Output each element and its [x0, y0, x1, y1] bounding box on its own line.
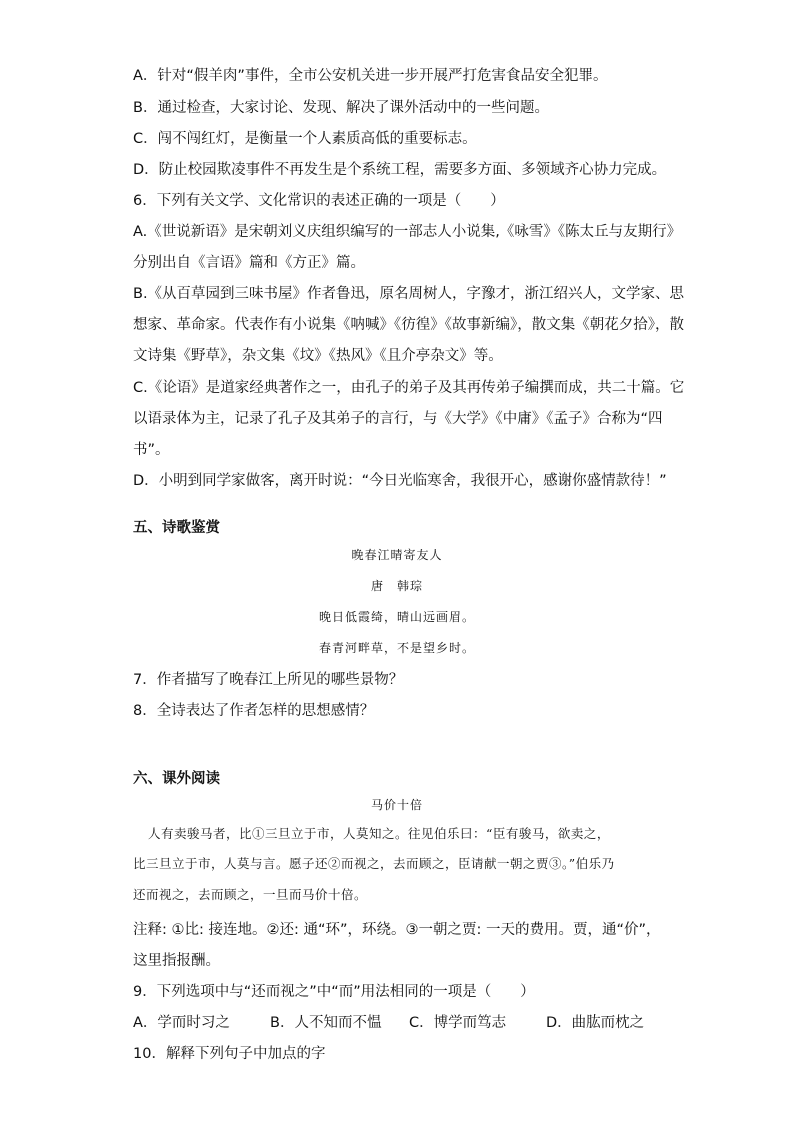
q6-option-a-line1: A.《世说新语》是宋朝刘义庆组织编写的一部志人小说集,《咏雪》《陈太丘与友期行》 [133, 224, 682, 240]
question-10: 10．解释下列句子中加点的字 [133, 1046, 326, 1062]
question-8: 8．全诗表达了作者怎样的思想感情？ [133, 703, 375, 719]
annotation-line-1: 注释: ①比: 接连地。②还: 通“环”，环绕。③一朝之贾: 一天的费用。贾，通“价”， [133, 922, 661, 938]
q6-option-c-line2: 以语录体为主，记录了孔子及其弟子的言行，与《大学》《中庸》《孟子》合称为“四 [133, 411, 663, 427]
q6-option-b-line1: B.《从百草园到三味书屋》作者鲁迅，原名周树人，字豫才，浙江绍兴人，文学家、思 [133, 286, 685, 302]
option-a-line: A．针对“假羊肉”事件，全市公安机关进一步开展严打危害食品安全犯罪。 [133, 68, 608, 84]
q9-option-d: D．曲肱而枕之 [546, 1015, 645, 1031]
q9-option-a: A．学而时习之 [133, 1015, 230, 1031]
q9-option-c: C．博学而笃志 [409, 1015, 507, 1031]
passage-line-3: 还而视之，去而顾之，一旦而马价十倍。 [133, 887, 368, 902]
q6-option-d-line: D．小明到同学家做客，离开时说：“今日光临寒舍，我很开心，感谢你盛情款待！” [133, 473, 667, 489]
passage-line-1: 人有卖骏马者，比①三旦立于市，人莫知之。往见伯乐曰：“臣有骏马，欲卖之， [148, 826, 610, 841]
q6-option-b-line3: 文诗集《野草》，杂文集《坟》《热风》《且介亭杂文》等。 [133, 348, 503, 364]
poem-line-2: 春青河畔草，不是望乡时。 [318, 641, 475, 655]
poem-author: 唐 韩琮 [370, 579, 423, 593]
question-9: 9．下列选项中与“还而视之”中“而”用法相同的一项是（ ） [133, 984, 535, 1000]
passage-line-2: 比三旦立于市，人莫与言。愿子还②而视之，去而顾之，臣请献一朝之贾③。”伯乐乃 [133, 856, 615, 871]
poem-title: 晚春江晴寄友人 [351, 548, 443, 562]
q6-option-c-line1: C.《论语》是道家经典著作之一，由孔子的弟子及其再传弟子编撰而成，共二十篇。它 [133, 380, 685, 396]
q6-option-a-line2: 分别出自《言语》篇和《方正》篇。 [133, 255, 365, 271]
section-6-heading: 六、课外阅读 [133, 771, 220, 787]
question-7: 7．作者描写了晚春江上所见的哪些景物？ [133, 672, 404, 688]
option-c-line: C．闯不闯红灯，是衡量一个人素质高低的重要标志。 [133, 131, 477, 147]
option-d-line: D．防止校园欺凌事件不再发生是个系统工程，需要多方面、多领域齐心协力完成。 [133, 162, 667, 178]
poem-line-1: 晚日低霞绮，晴山远画眉。 [318, 610, 475, 624]
annotation-line-2: 这里指报酬。 [133, 953, 220, 969]
section-5-heading: 五、诗歌鉴赏 [133, 520, 220, 536]
question-9-options [133, 1013, 644, 1033]
q9-option-b: B．人不知而不愠 [270, 1015, 382, 1031]
option-b-line: B．通过检查，大家讨论、发现、解决了课外活动中的一些问题。 [133, 100, 549, 116]
q6-option-c-line3: 书”。 [133, 442, 170, 458]
passage-title: 马价十倍 [370, 798, 423, 812]
q6-option-b-line2: 想家、革命家。代表作有小说集《呐喊》《彷徨》《故事新编》，散文集《朝花夕拾》，散 [133, 317, 684, 333]
question-6: 6．下列有关文学、文化常识的表述正确的一项是（ ） [133, 193, 505, 209]
